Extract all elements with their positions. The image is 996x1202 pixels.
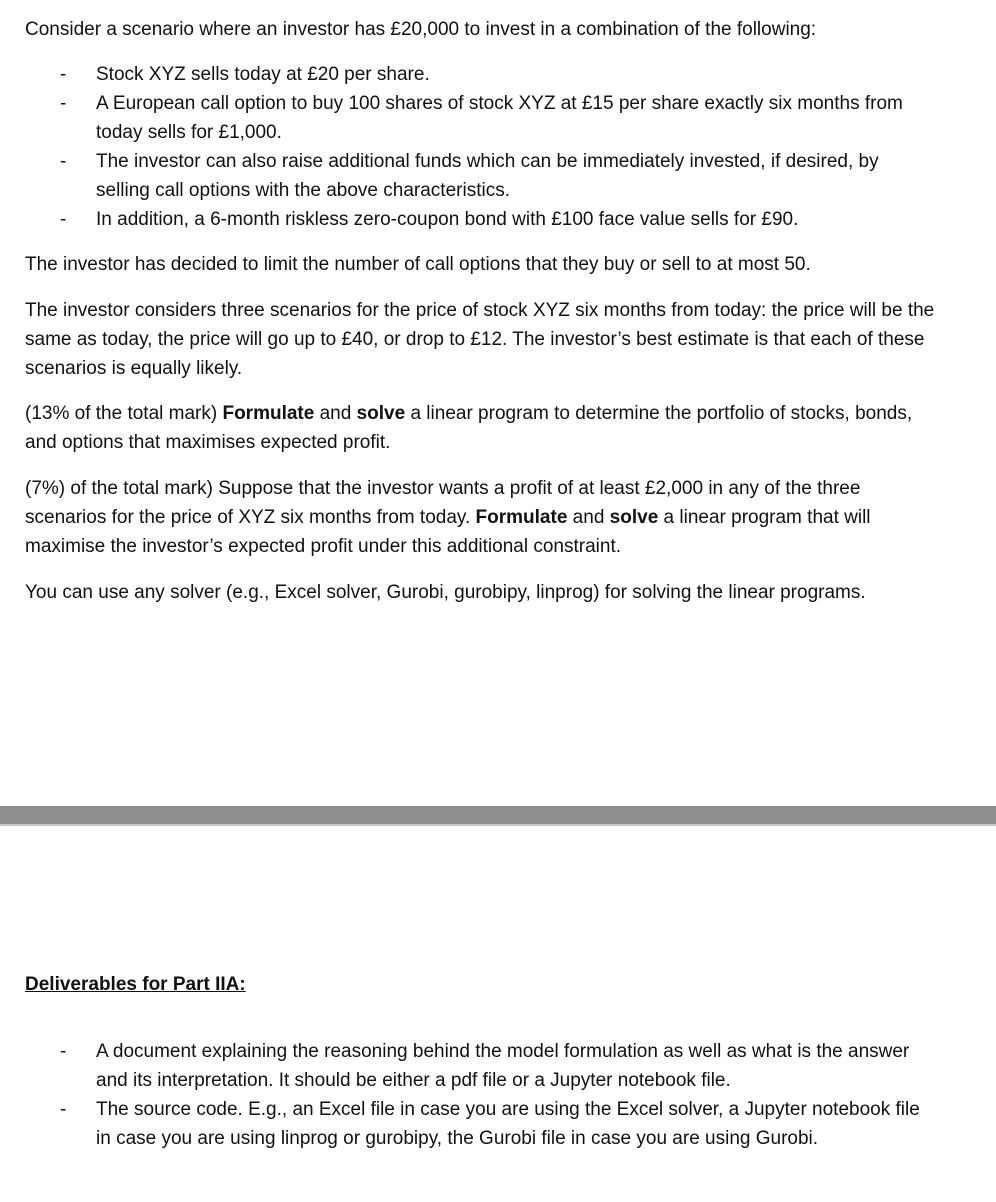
deliverables-heading: Deliverables for Part IIA: <box>25 974 246 995</box>
bullet-dash: - <box>60 1041 67 1062</box>
question-2-prefix: (7%) of the total mark) Suppose that the investor wants a profit of at least £2,000 in any of the three scenarios for the price of XYZ six months from today. <box>25 478 861 528</box>
bullet-dash: - <box>60 151 67 172</box>
list-item-text: In addition, a 6-month riskless zero-coupon bond with £100 face value sells for £90. <box>96 209 799 230</box>
solver-note: You can use any solver (e.g., Excel solver, Gurobi, gurobipy, linprog) for solving the linear programs. <box>25 582 866 603</box>
list-item-text: Stock XYZ sells today at £20 per share. <box>96 64 430 85</box>
question-1-prefix: (13% of the total mark) <box>25 403 223 424</box>
list-item-text: The investor can also raise additional funds which can be immediately invested, if desired, by selling call options with the above characteristics. <box>96 151 879 201</box>
page-divider <box>0 806 996 826</box>
list-item-text: A European call option to buy 100 shares of stock XYZ at £15 per share exactly six months from today sells for £1,000. <box>96 93 903 143</box>
deliverables-list <box>0 1037 996 1153</box>
question-1-formulate: Formulate <box>222 403 315 424</box>
list-item-text: The source code. E.g., an Excel file in case you are using the Excel solver, a Jupyter notebook file in case you are using linprog or gurobipy, the Gurobi file in case you are using Gurobi. <box>96 1099 920 1149</box>
investment-options-list <box>0 60 996 234</box>
scenarios-paragraph: The investor considers three scenarios for the price of stock XYZ six months from today: the price will be the same as today, the price will go up to £40, or drop to £12. The investor’s best estimate is that each of these scenarios is equally likely. <box>25 300 935 379</box>
list-item <box>0 1095 936 1153</box>
question-1 <box>25 399 945 457</box>
question-2-solve: solve <box>609 507 659 528</box>
question-1-solve: solve <box>356 403 406 424</box>
list-item <box>0 147 936 205</box>
list-item <box>0 1037 936 1095</box>
question-1-and: and <box>314 403 357 424</box>
bullet-dash: - <box>60 209 67 230</box>
intro-paragraph: Consider a scenario where an investor has £20,000 to invest in a combination of the following: <box>25 19 817 40</box>
question-1-suffix: a linear program to determine the portfolio of stocks, bonds, and options that maximises expected profit. <box>25 403 913 453</box>
bullet-dash: - <box>60 93 67 114</box>
list-item <box>0 89 936 147</box>
list-item-text: A document explaining the reasoning behind the model formulation as well as what is the answer and its interpretation. It should be either a pdf file or a Jupyter notebook file. <box>96 1041 910 1091</box>
question-2-formulate: Formulate <box>475 507 568 528</box>
limit-paragraph: The investor has decided to limit the number of call options that they buy or sell to at most 50. <box>25 254 811 275</box>
bullet-dash: - <box>60 1099 67 1120</box>
question-2-suffix: a linear program that will maximise the investor’s expected profit under this additional constraint. <box>25 507 871 557</box>
list-item <box>0 60 936 89</box>
question-2-and: and <box>567 507 610 528</box>
bullet-dash: - <box>60 64 67 85</box>
question-2 <box>25 474 945 561</box>
list-item <box>0 205 936 234</box>
